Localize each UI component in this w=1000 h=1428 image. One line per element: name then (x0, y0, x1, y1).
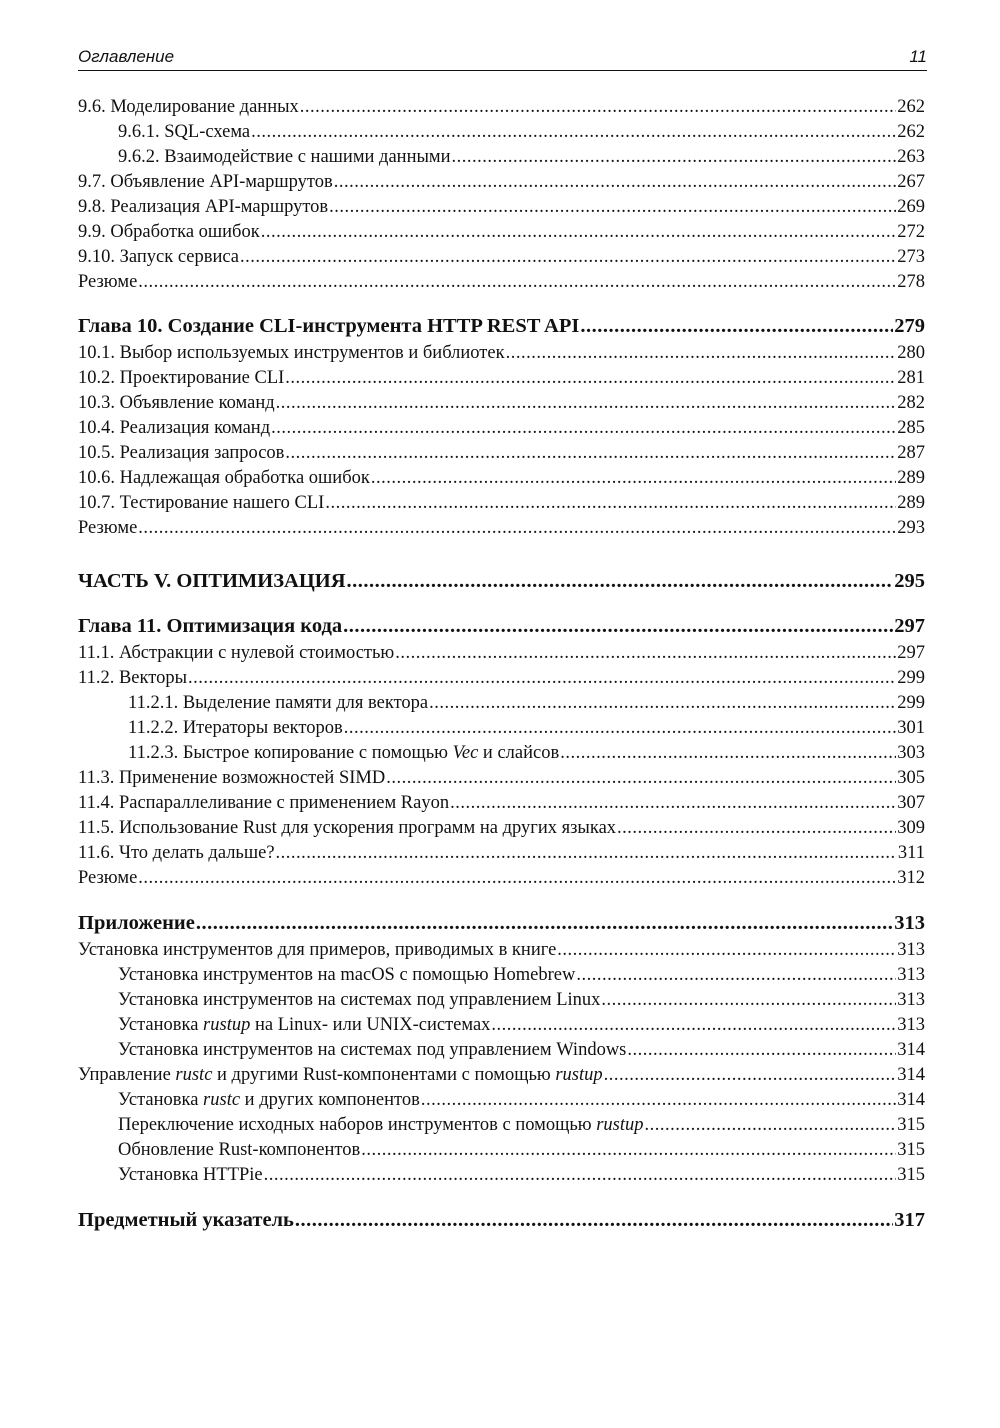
toc-page-number: 314 (897, 1090, 925, 1110)
toc-entry-11-5: 11.5. Использование Rust для ускорения программ на других языках ..... 309 (78, 816, 925, 840)
running-head-title: Оглавление (78, 47, 175, 66)
toc-entry-summary-9: Резюме ..... 278 (78, 270, 925, 294)
toc-page-number: 273 (897, 247, 925, 267)
toc-entry-11-1: 11.1. Абстракции с нулевой стоимостью ..... 297 (78, 641, 925, 665)
toc-page-number: 280 (897, 343, 925, 363)
toc-page-number: 297 (897, 643, 925, 663)
toc-page-number: 262 (897, 122, 925, 142)
toc-page-number: 313 (894, 912, 925, 934)
toc-page-number: 313 (897, 965, 925, 985)
toc-page-number: 315 (897, 1140, 925, 1160)
toc-entry-install-linux: Установка инструментов на системах под управлением Linux ..... 313 (118, 988, 925, 1012)
toc-page-number: 315 (897, 1115, 925, 1135)
toc-page-number: 301 (897, 718, 925, 738)
toc-appendix: Приложение ..... 313 (78, 909, 925, 937)
toc-part-5: ЧАСТЬ V. ОПТИМИЗАЦИЯ ..... 295 (78, 567, 925, 595)
toc-page-number: 262 (897, 97, 925, 117)
toc-page-number: 317 (894, 1209, 925, 1231)
toc-entry-10-3: 10.3. Объявление команд ..... 282 (78, 391, 925, 415)
toc-page-number: 314 (897, 1040, 925, 1060)
toc-page-number: 267 (897, 172, 925, 192)
toc-entry-9-6-2: 9.6.2. Взаимодействие с нашими данными ..... 263 (118, 145, 925, 169)
toc-entry-10-2: 10.2. Проектирование CLI ..... 281 (78, 366, 925, 390)
toc-page-number: 299 (897, 693, 925, 713)
toc-page-number: 305 (897, 768, 925, 788)
toc-entry-11-2-2: 11.2.2. Итераторы векторов ..... 301 (128, 716, 925, 740)
toc-page-number: 299 (897, 668, 925, 688)
running-head (78, 44, 927, 71)
toc-entry-summary-10: Резюме ..... 293 (78, 516, 925, 540)
toc-page-number: 281 (897, 368, 925, 388)
toc-page-number: 309 (897, 818, 925, 838)
toc-entry-install-windows: Установка инструментов на системах под управлением Windows ..... 314 (118, 1038, 925, 1062)
toc-entry-9-8: 9.8. Реализация API-маршрутов ..... 269 (78, 195, 925, 219)
toc-page-number: 303 (897, 743, 925, 763)
toc-entry-9-10: 9.10. Запуск сервиса ..... 273 (78, 245, 925, 269)
toc-entry-switch-toolchains: Переключение исходных наборов инструментов с помощью rustup ..... 315 (118, 1113, 925, 1137)
toc-entry-9-9: 9.9. Обработка ошибок ..... 272 (78, 220, 925, 244)
toc-page-number: 285 (897, 418, 925, 438)
toc-page-number: 269 (897, 197, 925, 217)
toc-page-number: 315 (897, 1165, 925, 1185)
toc-page-number: 297 (894, 615, 925, 637)
toc-page-number: 307 (897, 793, 925, 813)
toc-entry-11-6: 11.6. Что делать дальше? ..... 311 (78, 841, 925, 865)
toc-entry-install-rustup: Установка rustup на Linux- или UNIX-системах ..... 313 (118, 1013, 925, 1037)
toc-page-number: 313 (897, 1015, 925, 1035)
toc-entry-10-6: 10.6. Надлежащая обработка ошибок ..... 289 (78, 466, 925, 490)
toc-page-number: 282 (897, 393, 925, 413)
toc-entry-summary-11: Резюме ..... 312 (78, 866, 925, 890)
toc-entry-manage-rustc: Управление rustc и другими Rust-компонентами с помощью rustup ..... 314 (78, 1063, 925, 1087)
toc-chapter-11: Глава 11. Оптимизация кода ..... 297 (78, 612, 925, 640)
toc-page-number: 314 (897, 1065, 925, 1085)
toc-page-number: 289 (897, 493, 925, 513)
toc-page-number: 272 (897, 222, 925, 242)
toc-page-number: 313 (897, 990, 925, 1010)
toc-entry-10-5: 10.5. Реализация запросов ..... 287 (78, 441, 925, 465)
toc-subject-index: Предметный указатель ..... 317 (78, 1206, 925, 1234)
toc-entry-install-rustc: Установка rustc и других компонентов ..... 314 (118, 1088, 925, 1112)
toc-page-number: 313 (897, 940, 925, 960)
toc-entry-install-macos: Установка инструментов на macOS с помощью Homebrew ..... 313 (118, 963, 925, 987)
toc-page-number: 293 (897, 518, 925, 538)
toc-page-number: 295 (894, 570, 925, 592)
toc-entry-install-httpie: Установка HTTPie ..... 315 (118, 1163, 925, 1187)
toc-entry-install-tools: Установка инструментов для примеров, приводимых в книге ..... 313 (78, 938, 925, 962)
toc-page-number: 312 (897, 868, 925, 888)
toc-page-number: 263 (897, 147, 925, 167)
toc-entry-11-4: 11.4. Распараллеливание с применением Rayon ..... 307 (78, 791, 925, 815)
toc-entry-10-1: 10.1. Выбор используемых инструментов и библиотек ..... 280 (78, 341, 925, 365)
toc-page-number: 287 (897, 443, 925, 463)
toc-entry-9-6: 9.6. Моделирование данных ..... 262 (78, 95, 925, 119)
toc-entry-11-2-1: 11.2.1. Выделение памяти для вектора ..... 299 (128, 691, 925, 715)
toc-page-number: 279 (894, 315, 925, 337)
toc-entry-9-6-1: 9.6.1. SQL-схема ..... 262 (118, 120, 925, 144)
toc-chapter-10: Глава 10. Создание CLI-инструмента HTTP REST API ..... 279 (78, 312, 925, 340)
toc-entry-11-3: 11.3. Применение возможностей SIMD ..... 305 (78, 766, 925, 790)
running-head-page-number: 11 (909, 47, 927, 66)
toc-entry-9-7: 9.7. Объявление API-маршрутов ..... 267 (78, 170, 925, 194)
toc-page-number: 278 (897, 272, 925, 292)
toc-entry-11-2: 11.2. Векторы ..... 299 (78, 666, 925, 690)
toc-page-number: 311 (897, 843, 925, 863)
toc-entry-10-4: 10.4. Реализация команд ..... 285 (78, 416, 925, 440)
toc-entry-11-2-3: 11.2.3. Быстрое копирование с помощью Vec и слайсов ..... 303 (128, 741, 925, 765)
toc-entry-10-7: 10.7. Тестирование нашего CLI ..... 289 (78, 491, 925, 515)
toc-page-number: 289 (897, 468, 925, 488)
toc-entry-update-components: Обновление Rust-компонентов ..... 315 (118, 1138, 925, 1162)
